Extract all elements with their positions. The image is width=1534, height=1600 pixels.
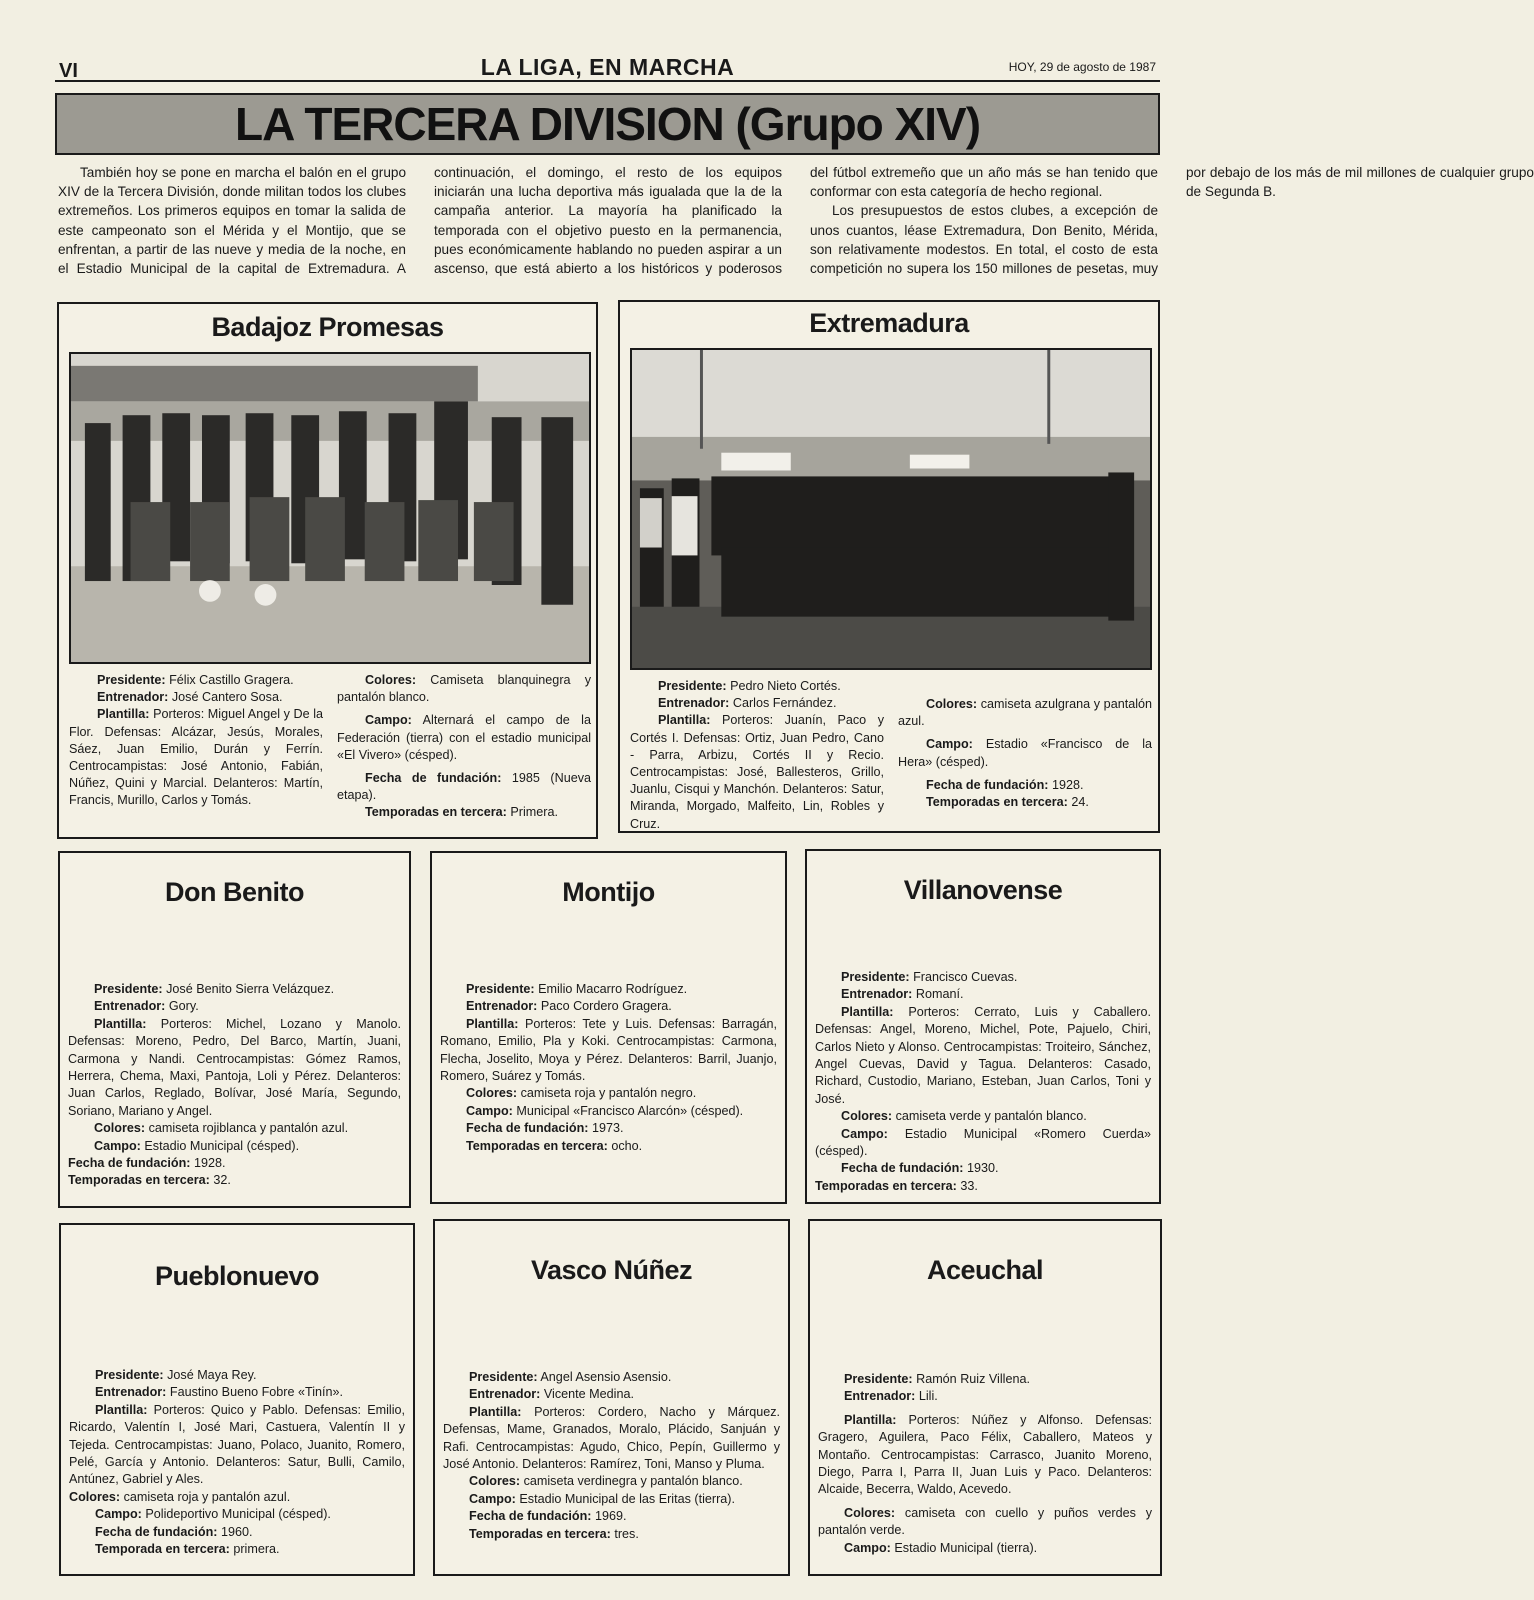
entrenador-value: José Cantero Sosa. <box>171 690 283 705</box>
colores-value: Camiseta blanquinegra y pantalón blanco. <box>337 673 592 705</box>
presidente-value: Angel Asensio Asensio. <box>540 1370 672 1384</box>
photo-graphic <box>71 354 589 662</box>
label-fundacion: Fecha de fundación: <box>469 1509 592 1524</box>
team-name: Extremadura <box>809 308 969 338</box>
label-plantilla: Plantilla: <box>841 1004 894 1019</box>
page-header <box>55 54 1160 82</box>
plantilla-value: Porteros: Quico y Pablo. Defensas: Emilio, Ricardo, Valentín I, José Mari, Castuera, Valentín II y Tejeda. Centrocampistas: Juano, Polaco, Juanito, Romero, Pelé, García y Antonio. Delanteros: Satur, Bulli, Camilo, Antúnez, Gabriel y Ales. <box>69 1402 405 1487</box>
label-plantilla: Plantilla: <box>469 1404 522 1419</box>
fundacion-value: 1928. <box>1051 777 1084 792</box>
section-title: LA LIGA, EN MARCHA <box>480 54 735 80</box>
colores-value: camiseta rojiblanca y pantalón azul. <box>148 1121 349 1136</box>
team-box-pueblonuevo <box>59 1223 415 1576</box>
team-info-pueblonuevo <box>69 1367 405 1558</box>
fundacion-value: 1960. <box>220 1524 253 1539</box>
presidente-value: José Maya Rey. <box>167 1368 257 1382</box>
team-name: Montijo <box>562 877 655 907</box>
team-info-aceuchal <box>818 1371 1152 1557</box>
entrenador-value: Romaní. <box>915 987 964 1002</box>
temporadas-value: tres. <box>614 1526 639 1541</box>
label-presidente: Presidente: <box>844 1372 913 1386</box>
team-info-badajoz <box>69 672 591 822</box>
entrenador-value: Faustino Bueno Fobre «Tinín». <box>169 1385 344 1400</box>
label-fundacion: Fecha de fundación: <box>466 1121 589 1136</box>
team-name: Pueblonuevo <box>154 1261 319 1291</box>
label-fundacion: Fecha de fundación: <box>95 1524 218 1539</box>
label-colores: Colores: <box>94 1121 146 1136</box>
label-colores: Colores: <box>365 673 417 687</box>
temporadas-value: primera. <box>233 1542 280 1557</box>
team-photo-badajoz <box>69 352 591 664</box>
plantilla-value: Porteros: Cerrato, Luis y Caballero. Defensas: Angel, Moreno, Michel, Pote, Pajuelo, Chiri, Carlos Nieto y Alonso. Centrocampistas: Troiteiro, Sánchez, Angel Cuevas, David y Tagua. Delanteros: Casado, Richard, Custodio, Mariano, Esteban, Juan Carlos, Toni y José. <box>815 1004 1151 1106</box>
label-presidente: Presidente: <box>469 1370 538 1384</box>
label-fundacion: Fecha de fundación: <box>926 777 1049 792</box>
presidente-value: José Benito Sierra Velázquez. <box>166 982 335 996</box>
team-photo-extremadura <box>630 348 1152 670</box>
label-colores: Colores: <box>926 697 978 711</box>
presidente-value: Félix Castillo Gragera. <box>169 673 294 687</box>
team-box-donbenito <box>58 851 411 1208</box>
label-plantilla: Plantilla: <box>97 707 150 722</box>
label-plantilla: Plantilla: <box>95 1402 148 1417</box>
label-colores: Colores: <box>844 1505 896 1520</box>
intro-paragraph-2: Los presupuestos de estos clubes, a excepción de unos cuantos, léase Extremadura, Don Benito, Mérida, son relativamente modestos. En total, el costo de esta competición no supera los 150 millones de pesetas, muy por debajo de los más de mil millones de cualquier grupo de Segunda B. <box>810 165 1534 277</box>
label-campo: Campo: <box>841 1126 888 1141</box>
label-colores: Colores: <box>69 1489 121 1504</box>
plantilla-value: Porteros: Miguel Angel y De la Flor. Defensas: Alcázar, Jesús, Morales, Sáez, Juan Emilio, Durán y Ferrín. Centrocampistas: José Antonio, Fabián, Núñez, Quini y Marcial. Delanteros: Martín, Francis, Murillo, Carlos y Tomás. <box>69 707 324 808</box>
label-campo: Campo: <box>95 1507 142 1522</box>
campo-value: Polideportivo Municipal (césped). <box>145 1507 331 1522</box>
entrenador-value: Lili. <box>918 1389 938 1404</box>
label-plantilla: Plantilla: <box>94 1016 147 1031</box>
team-info-extremadura <box>630 678 1152 833</box>
label-presidente: Presidente: <box>466 982 535 996</box>
label-campo: Campo: <box>466 1103 513 1118</box>
campo-value: Alternará el campo de la Federación (tierra) con el estadio municipal «El Vivero» (césped). <box>337 713 591 762</box>
campo-value: Estadio Municipal (césped). <box>144 1138 300 1153</box>
label-temporada: Temporada en tercera: <box>95 1542 230 1557</box>
campo-value: Estadio Municipal «Romero Cuerda» (césped). <box>815 1126 1151 1159</box>
temporadas-value: ocho. <box>611 1138 643 1153</box>
label-fundacion: Fecha de fundación: <box>68 1156 191 1171</box>
label-temporadas: Temporadas en tercera: <box>815 1178 957 1193</box>
team-box-montijo <box>430 851 787 1204</box>
entrenador-value: Gory. <box>168 999 199 1014</box>
campo-value: Estadio Municipal (tierra). <box>894 1540 1038 1555</box>
team-info-vasconunez <box>443 1369 780 1543</box>
plantilla-value: Porteros: Núñez y Alfonso. Defensas: Gragero, Aguilera, Paco Félix, Caballero, Mateos y Montaño. Centrocampistas: Carrasco, Juanito Moreno, Diego, Parra I, Parra II, Juan Luis y Paco. Delanteros: Alcaide, Becerra, Waldo, Acevedo. <box>818 1412 1152 1497</box>
label-entrenador: Entrenador: <box>469 1387 541 1402</box>
label-campo: Campo: <box>926 737 973 752</box>
team-name: Badajoz Promesas <box>211 312 444 342</box>
label-fundacion: Fecha de fundación: <box>365 771 502 786</box>
entrenador-value: Carlos Fernández. <box>732 696 837 711</box>
colores-value: camiseta verdinegra y pantalón blanco. <box>523 1474 743 1489</box>
label-temporadas: Temporadas en tercera: <box>365 805 507 820</box>
label-presidente: Presidente: <box>841 970 910 984</box>
temporadas-value: 33. <box>960 1178 978 1193</box>
colores-value: camiseta azulgrana y pantalón azul. <box>898 697 1153 729</box>
team-name: Aceuchal <box>926 1255 1044 1285</box>
photo-graphic <box>632 350 1150 668</box>
colores-value: camiseta verde y pantalón blanco. <box>895 1109 1087 1124</box>
label-fundacion: Fecha de fundación: <box>841 1161 964 1176</box>
team-box-badajoz <box>57 302 598 839</box>
label-entrenador: Entrenador: <box>95 1385 167 1400</box>
intro-article <box>58 163 1534 297</box>
label-temporadas: Temporadas en tercera: <box>926 795 1068 810</box>
label-presidente: Presidente: <box>97 673 166 687</box>
headline: LA TERCERA DIVISION (Grupo XIV) <box>234 98 981 150</box>
temporadas-value: Primera. <box>510 805 558 820</box>
label-entrenador: Entrenador: <box>97 690 169 705</box>
label-campo: Campo: <box>844 1540 891 1555</box>
label-entrenador: Entrenador: <box>841 987 913 1002</box>
presidente-value: Pedro Nieto Cortés. <box>730 679 841 693</box>
headline-banner <box>55 93 1160 155</box>
campo-value: Estadio «Francisco de la Hera» (césped). <box>898 737 1153 769</box>
label-campo: Campo: <box>469 1491 516 1506</box>
label-plantilla: Plantilla: <box>844 1412 897 1427</box>
campo-value: Estadio Municipal de las Eritas (tierra). <box>519 1491 735 1506</box>
label-plantilla: Plantilla: <box>658 713 711 728</box>
plantilla-value: Porteros: Tete y Luis. Defensas: Barragán, Romano, Emilio, Pla y Koki. Centrocampistas: Carmona, Flecha, Joselito, Moya y Pérez. Delanteros: Barril, Juanjo, Romero, Suárez y Tomás. <box>440 1016 778 1084</box>
label-entrenador: Entrenador: <box>658 696 730 711</box>
fundacion-value: 1930. <box>966 1161 999 1176</box>
team-box-vasconunez <box>433 1219 790 1576</box>
presidente-value: Ramón Ruiz Villena. <box>916 1372 1030 1386</box>
fundacion-value: 1969. <box>594 1509 627 1524</box>
campo-value: Municipal «Francisco Alarcón» (césped). <box>516 1103 744 1118</box>
label-colores: Colores: <box>841 1109 893 1124</box>
team-name: Don Benito <box>165 877 304 907</box>
team-box-extremadura <box>618 300 1160 833</box>
team-info-villanovense <box>815 969 1151 1195</box>
plantilla-value: Porteros: Cordero, Nacho y Márquez. Defensas, Mame, Granados, Moralo, Plácido, Sanjuán y Rafi. Centrocampistas: Agudo, Chico, Pepín, Guillermo y José Antonio. Delanteros: Ramírez, Toni, Manso y Pluma. <box>443 1404 781 1472</box>
label-presidente: Presidente: <box>95 1368 164 1382</box>
label-plantilla: Plantilla: <box>466 1016 519 1031</box>
plantilla-value: Porteros: Michel, Lozano y Manolo. Defensas: Moreno, Pedro, Del Barco, Martín, Juani, Carmona y Nandi. Centrocampistas: Gómez Ramos, Herrera, Chema, Maxi, Pantoja, Loli y Pérez. Delanteros: Juan Carlos, Reglado, Bolívar, José María, Segundo, Soriano, Mariano y Angel. <box>68 1016 402 1118</box>
label-colores: Colores: <box>466 1086 518 1101</box>
intro-paragraph-1: También hoy se pone en marcha el balón en el grupo XIV de la Tercera División, donde militan todos los clubes extremeños. Los primeros equipos en tomar la salida de este campeonato son el Mérida y el Montijo, que se enfrentan, a partir de las nueve y media de la noche, en el Estadio Municipal de la capital de Extremadura. A continuación, el domingo, el resto de los equipos iniciarán una lucha deportiva más igualada que la de la campaña anterior. La mayoría ha planificado la temporada con el objetivo puesto en la permanencia, pues económicamente hablando no pueden aspirar a un ascenso, que está abierto a los históricos y poderosos del fútbol extremeño que un año más se han tenido que conformar con esta categoría de hecho regional. <box>58 165 1158 277</box>
colores-value: camiseta con cuello y puños verdes y pantalón verde. <box>818 1505 1153 1538</box>
label-presidente: Presidente: <box>658 679 727 693</box>
fundacion-value: 1928. <box>193 1156 226 1171</box>
fundacion-value: 1973. <box>591 1121 624 1136</box>
plantilla-value: Porteros: Juanín, Paco y Cortés I. Defensas: Ortiz, Juan Pedro, Cano - Parra, Arbizu, Cortés II y Recio. Centrocampistas: José, Ballesteros, Grillo, Juanlu, Cisqui y Manchón. Delanteros: Satur, Miranda, Morgado, Malfeito, Lin, Robles y Cruz. <box>630 713 885 831</box>
team-box-villanovense <box>805 849 1161 1204</box>
temporadas-value: 24. <box>1071 795 1089 810</box>
label-entrenador: Entrenador: <box>844 1389 916 1404</box>
label-campo: Campo: <box>94 1138 141 1153</box>
presidente-value: Francisco Cuevas. <box>913 970 1018 984</box>
label-presidente: Presidente: <box>94 982 163 996</box>
label-temporadas: Temporadas en tercera: <box>466 1138 608 1153</box>
team-box-aceuchal <box>808 1219 1162 1576</box>
team-name: Vasco Núñez <box>530 1255 693 1285</box>
presidente-value: Emilio Macarro Rodríguez. <box>538 982 688 996</box>
fundacion-value: 1985 (Nueva etapa). <box>337 771 591 803</box>
publication-date: HOY, 29 de agosto de 1987 <box>1008 60 1156 74</box>
colores-value: camiseta roja y pantalón azul. <box>123 1489 291 1504</box>
label-campo: Campo: <box>365 713 412 728</box>
colores-value: camiseta roja y pantalón negro. <box>520 1086 697 1101</box>
team-info-donbenito <box>68 981 401 1190</box>
label-temporadas: Temporadas en tercera: <box>68 1173 210 1188</box>
entrenador-value: Paco Cordero Gragera. <box>540 999 672 1014</box>
entrenador-value: Vicente Medina. <box>543 1387 634 1402</box>
team-info-montijo <box>440 981 777 1155</box>
label-entrenador: Entrenador: <box>466 999 538 1014</box>
label-temporadas: Temporadas en tercera: <box>469 1526 611 1541</box>
temporadas-value: 32. <box>213 1173 231 1188</box>
label-entrenador: Entrenador: <box>94 999 166 1014</box>
page-number: VI <box>59 60 78 82</box>
label-colores: Colores: <box>469 1474 521 1489</box>
team-name: Villanovense <box>903 875 1063 905</box>
